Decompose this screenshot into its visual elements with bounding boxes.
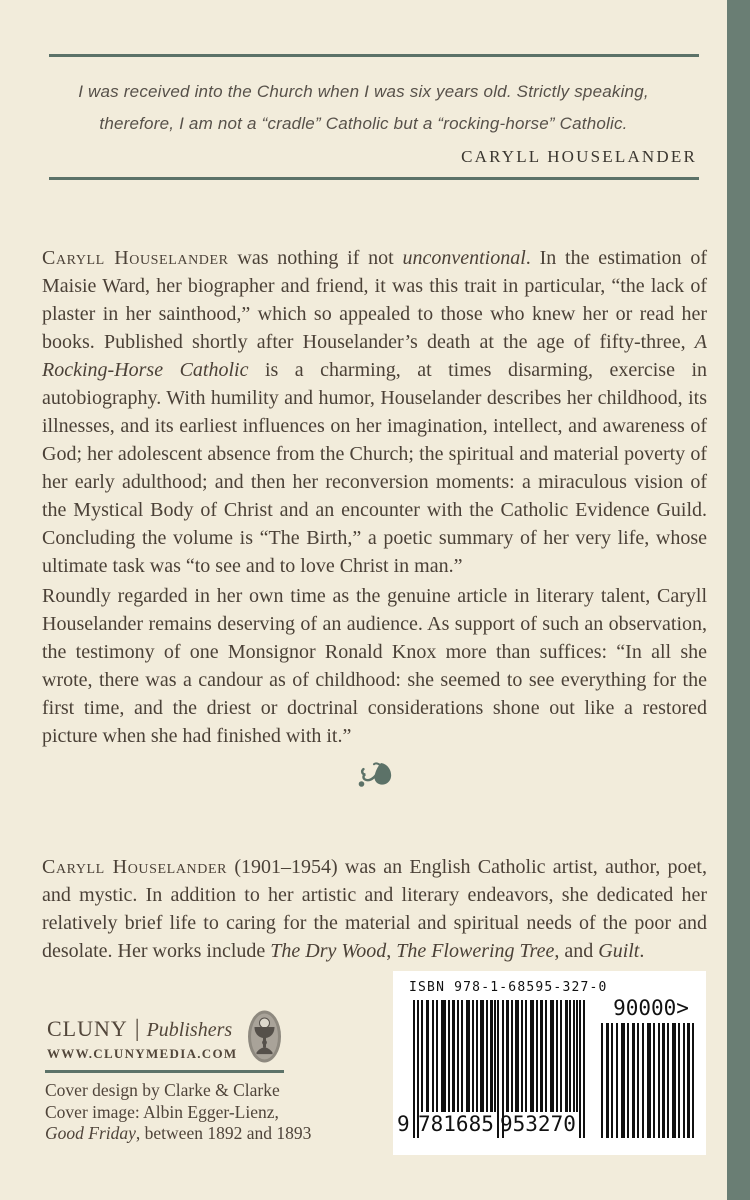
footer-rule	[45, 1070, 284, 1073]
publisher-logo-divider: |	[134, 1016, 140, 1042]
publisher-website: WWW.CLUNYMEDIA.COM	[47, 1046, 238, 1061]
synopsis-paragraph-2: Roundly regarded in her own time as the genuine article in literary talent, Caryll Houselander remains deserving of an audience. As support of such an observation, the testimony of one Monsignor Ronald Knox more than suffices: “In all she wrote, there was a candour as of childhood: she seemed to see everything for the first time, and the driest or doctrinal considerations shone out like a restored picture when she had finished with it.”	[42, 585, 707, 747]
chalice-emblem-icon	[247, 1010, 282, 1063]
barcode-addon-code: 90000>	[613, 996, 689, 1020]
barcode-digit-group-1: 781685	[418, 1112, 494, 1136]
publisher-name: CLUNY	[47, 1016, 128, 1041]
barcode-digit-lead: 9	[397, 1112, 410, 1136]
middle-rule	[49, 177, 699, 180]
author-bio: Caryll Houselander (1901–1954) was an English Catholic artist, author, poet, and mystic. In addition to her artistic and literary endeavors, she dedicated her relatively brief life to caring for the material and spiritual needs of the poor and desolate. Her works include The Dry Wood, The Flowering Tree, and Guilt.	[42, 856, 707, 962]
barcode-panel	[393, 971, 706, 1155]
quote-line-1: I was received into the Church when I was six years old. Strictly speaking,	[78, 82, 649, 101]
synopsis-paragraph-1: Caryll Houselander was nothing if not unconventional. In the estimation of Maisie Ward, her biographer and friend, it was this trait in particular, “the lack of plaster in her sainthood,” which so appealed to those who knew her or read her books. Published shortly after Houselander’s death at the age of fifty-three, A Rocking-Horse Catholic is a charming, at times disarming, exercise in autobiography. With humility and humor, Houselander describes her childhood, its illnesses, and its earliest influences on her imagination, intellect, and awareness of God; her adolescent absence from the Church; the spiritual and material poverty of her early adulthood; and then her reconversion moments: a miraculous vision of the Mystical Body of Christ and an encounter with the Catholic Evidence Guild. Concluding the volume is “The Birth,” a poetic summary of her very life, whose ultimate task was “to see and to love Christ in man.”	[42, 247, 708, 577]
credit-image: Cover image: Albin Egger-Lienz,	[45, 1101, 279, 1122]
credit-image-title: Good Friday, between 1892 and 1893	[45, 1123, 312, 1143]
quote-line-2: therefore, I am not a “cradle” Catholic but a “rocking-horse” Catholic.	[99, 114, 628, 133]
publisher-logo	[47, 1016, 232, 1043]
publisher-type: Publishers	[146, 1019, 233, 1041]
credit-design: Cover design by Clarke & Clarke	[45, 1080, 280, 1100]
spine-band	[727, 0, 750, 1200]
isbn-label: ISBN 978-1-68595-327-0	[409, 980, 608, 995]
ean-addon-barcode	[601, 1023, 695, 1138]
quote-attribution: CARYLL HOUSELANDER	[461, 147, 697, 166]
cover-quote	[0, 76, 727, 140]
cover-credits	[45, 1080, 311, 1145]
bird-fleuron-icon	[352, 761, 396, 791]
barcode-digit-group-2: 953270	[500, 1112, 576, 1136]
top-rule	[49, 54, 699, 57]
